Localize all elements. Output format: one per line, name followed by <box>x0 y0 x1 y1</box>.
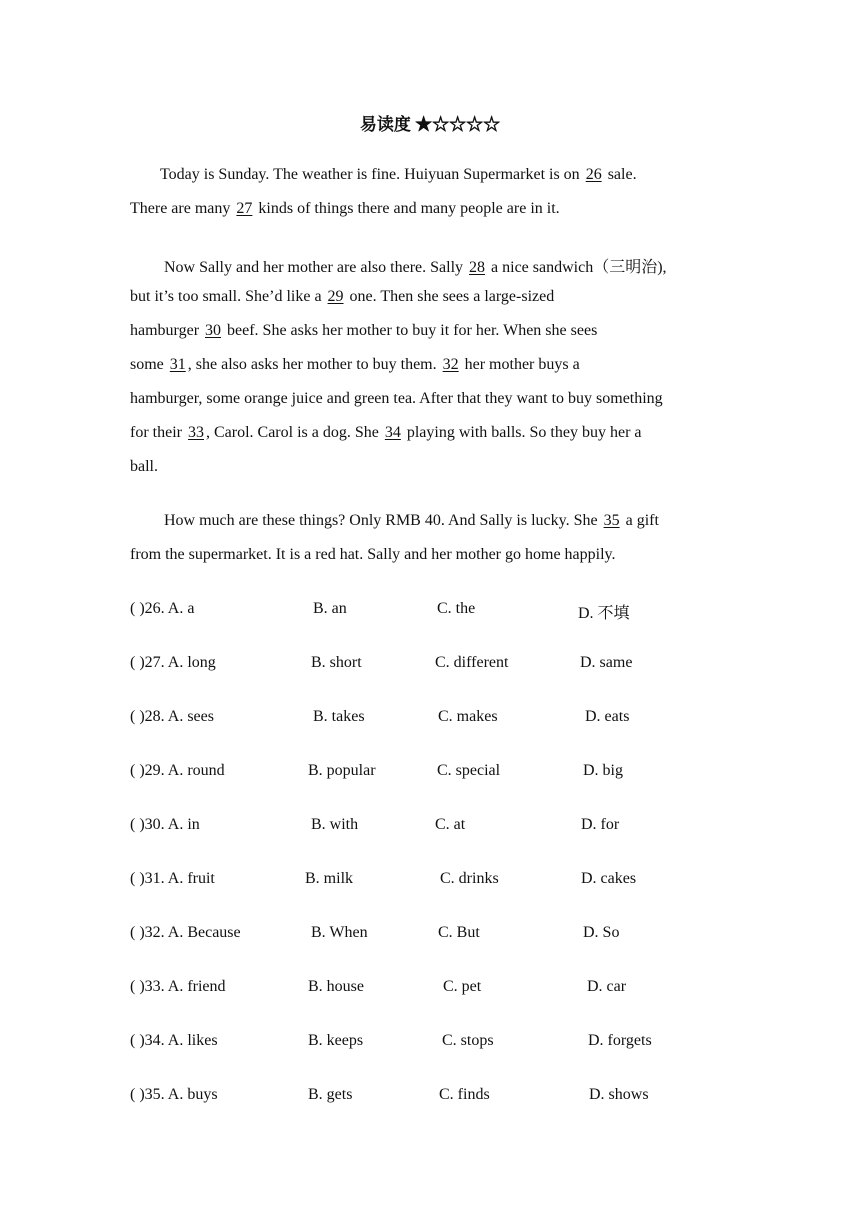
blank-34: 34 <box>384 424 401 441</box>
passage-p2-line2 <box>130 288 554 306</box>
difficulty-title: 易读度 ★☆☆☆☆ <box>359 115 501 134</box>
text: kinds of things there and many people are in it. <box>254 200 560 217</box>
option-c: C. stops <box>442 1032 494 1049</box>
option-c: C. special <box>437 762 501 779</box>
option-d: D. for <box>581 816 620 833</box>
option-d: D. car <box>587 978 627 995</box>
option-b: B. gets <box>308 1086 353 1103</box>
question-35 <box>130 1086 750 1110</box>
option-c: C. finds <box>439 1086 490 1103</box>
question-29 <box>130 762 750 786</box>
passage-p2-line5: hamburger, some orange juice and green tea. After that they want to buy something <box>130 390 663 407</box>
passage-p1-line1 <box>160 166 637 184</box>
text: some <box>130 356 168 373</box>
question-33 <box>130 978 750 1002</box>
blank-33: 33 <box>187 424 204 441</box>
option-d: D. cakes <box>581 870 637 887</box>
option-c: C. makes <box>438 708 498 725</box>
question-26 <box>130 600 750 624</box>
text: hamburger <box>130 322 204 339</box>
passage-p3-line1 <box>164 512 659 530</box>
text: one. Then she sees a large-sized <box>345 288 555 305</box>
question-stem: ( )32. A. Because <box>130 924 241 941</box>
text: a nice sandwich（三明治), <box>487 259 667 276</box>
question-34 <box>130 1032 750 1056</box>
passage-p2-line4 <box>130 356 580 374</box>
passage-p2-line3 <box>130 322 597 340</box>
question-31 <box>130 870 750 894</box>
option-c: C. But <box>438 924 480 941</box>
option-d: D. 不填 <box>578 605 630 622</box>
blank-26: 26 <box>585 166 602 183</box>
option-d: D. shows <box>589 1086 649 1103</box>
option-b: B. an <box>313 600 347 617</box>
option-b: B. When <box>311 924 368 941</box>
option-b: B. popular <box>308 762 376 779</box>
option-d: D. same <box>580 654 633 671</box>
blank-31: 31 <box>169 356 186 373</box>
question-stem: ( )35. A. buys <box>130 1086 218 1103</box>
passage-p3-line2: from the supermarket. It is a red hat. Sally and her mother go home happily. <box>130 546 616 563</box>
text: her mother buys a <box>460 356 580 373</box>
blank-27: 27 <box>236 200 253 217</box>
option-b: B. takes <box>313 708 365 725</box>
text: , she also asks her mother to buy them. <box>187 356 441 373</box>
text: for their <box>130 424 186 441</box>
option-c: C. different <box>435 654 509 671</box>
text: How much are these things? Only RMB 40. And Sally is lucky. She <box>164 512 602 529</box>
option-d: D. eats <box>585 708 630 725</box>
text: playing with balls. So they buy her a <box>402 424 642 441</box>
blank-30: 30 <box>205 322 222 339</box>
option-b: B. with <box>311 816 359 833</box>
blank-35: 35 <box>603 512 620 529</box>
question-stem: ( )34. A. likes <box>130 1032 218 1049</box>
option-b: B. house <box>308 978 364 995</box>
text: Today is Sunday. The weather is fine. Huiyuan Supermarket is on <box>160 166 584 183</box>
text: , Carol. Carol is a dog. She <box>205 424 383 441</box>
question-28 <box>130 708 750 732</box>
passage-p2-line7: ball. <box>130 458 158 475</box>
passage-p2-line1 <box>164 254 667 277</box>
option-d: D. So <box>583 924 620 941</box>
question-stem: ( )28. A. sees <box>130 708 214 725</box>
blank-29: 29 <box>327 288 344 305</box>
question-stem: ( )29. A. round <box>130 762 225 779</box>
option-d: D. big <box>583 762 623 779</box>
option-c: C. pet <box>443 978 482 995</box>
text: Now Sally and her mother are also there. Sally <box>164 259 468 276</box>
option-b: B. keeps <box>308 1032 364 1049</box>
text: beef. She asks her mother to buy it for her. When she sees <box>223 322 598 339</box>
question-stem: ( )27. A. long <box>130 654 216 671</box>
question-stem: ( )33. A. friend <box>130 978 226 995</box>
passage-p2-line6 <box>130 424 642 442</box>
option-b: B. milk <box>305 870 354 887</box>
option-c: C. drinks <box>440 870 499 887</box>
question-27 <box>130 654 750 678</box>
question-32 <box>130 924 750 948</box>
question-30 <box>130 816 750 840</box>
option-c: C. at <box>435 816 466 833</box>
question-stem: ( )31. A. fruit <box>130 870 215 887</box>
text: There are many <box>130 200 235 217</box>
blank-32: 32 <box>442 356 459 373</box>
text: a gift <box>621 512 659 529</box>
blank-28: 28 <box>469 259 486 276</box>
text: but it’s too small. She’d like a <box>130 288 326 305</box>
option-b: B. short <box>311 654 362 671</box>
option-d: D. forgets <box>588 1032 652 1049</box>
question-stem: ( )30. A. in <box>130 816 200 833</box>
option-c: C. the <box>437 600 476 617</box>
question-stem: ( )26. A. a <box>130 600 195 617</box>
passage-p1-line2 <box>130 200 560 218</box>
text: sale. <box>603 166 637 183</box>
